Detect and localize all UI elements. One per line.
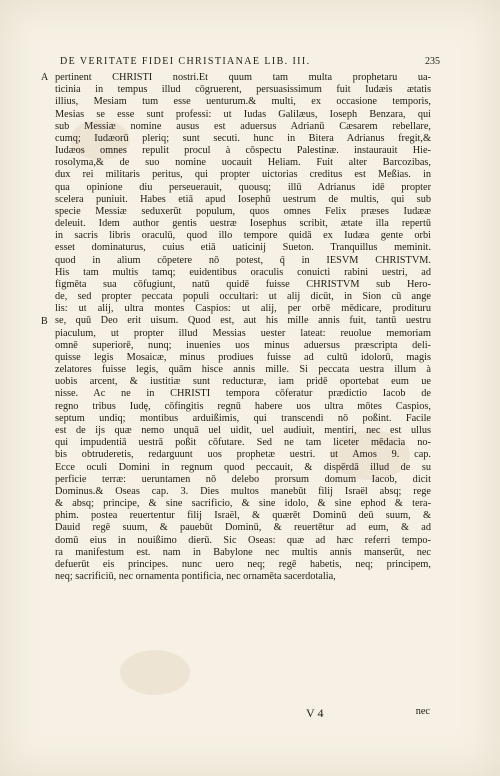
text-line: bis obtruderetis, redarguunt uos prophetæ uestri. ut Amos 9. cap.: [55, 449, 431, 461]
text-line: pertinent CHRISTI nostri.Et quum tam multa prophetaru ua-: [55, 72, 431, 83]
text-line: His tam multis tamq; euidentibus oraculis conuicti rabini uestri, ad: [55, 266, 431, 278]
text-line: in sacris libris oraculū, quod illo tempore quidā ex Iudæa gente orbi: [55, 230, 431, 242]
text-line: esset dominaturus, cuius etiā uaticinij Sueton. Tranquillus meminit.: [55, 242, 431, 254]
running-head-title: DE VERITATE FIDEI CHRISTIANAE LIB. III.: [60, 56, 311, 67]
text-line: regno tribus Iudę, cōfingitis regnū habere uos ultra mōtes Caspios,: [55, 400, 431, 412]
text-line: dux rei militaris peritus, qui propter uictorias creditus est Meßias. in: [55, 169, 431, 181]
text-line: omnē superiorē, nunq; inuenies uos minus aduersus præscripta deli-: [55, 339, 431, 351]
text-line: piaculum, ut propter illud Messias uester lateat: reuolue memoriam: [55, 327, 431, 339]
text-line: uobis arcent, & iustitiæ sunt reducturæ, iam pridē oportebat eum ue: [55, 376, 431, 388]
text-line: Ecce oculi Domini in regnum quod peccauit, & dispērdā illud de su: [55, 461, 431, 473]
page-footer: [290, 706, 430, 720]
text-line: phim. postea reuertentur filij Israël, & quærēt Dominū deū suum, &: [55, 510, 431, 522]
text-line: zelatores fuisse legis, quām hisce annis mille. Si peccata uestra illum à: [55, 364, 431, 376]
text-line: quisse legis Mosaicæ, minus prodiues fuisse ad cultū idolorū, magis: [55, 351, 431, 363]
text-line: rosolyma,& de suo nomine uocauit Heliam. Fuit alter Barcozibas,: [55, 157, 431, 169]
text-line: domū eius in nouißimo dierū. Sic Oseas: quæ ad hæc referri tempo-: [55, 534, 431, 546]
text-line: nisse. Ac ne in CHRISTI tempora cōferatur prædictio Iacob de: [55, 388, 431, 400]
text-line: qua opinione diu perseuerauit, quousq; illū Adrianus idē propter: [55, 181, 431, 193]
signature-mark: V 4: [306, 706, 324, 720]
text-line: de, sed propter peccata populi occultari: ut alij dicūt, in Sion cū ange: [55, 291, 431, 303]
text-line: septum undiq; montibus arduißimis, qui transcendi nō poßint. Facile: [55, 412, 431, 424]
text-line: defuerūt eis principes. nunc uero neq; regē habetis, neq; principem,: [55, 558, 431, 570]
text-line: deleuit. Idem author gentis uestræ Iosephus scribit, ætate illa repertū: [55, 218, 431, 230]
text-line: neq; sacrificiū, nec ornamenta pontificia, nec ornamēta sacerdotalia,: [55, 571, 336, 583]
running-head: [60, 56, 440, 70]
catchword: nec: [415, 706, 430, 717]
text-line: ra manifestum est. nam in Babylone nec multis annis manserūt, nec: [55, 546, 431, 558]
folio-number: 235: [425, 56, 440, 67]
paper-stain: [120, 650, 190, 695]
text-line: qui impudentiā uestrā poßit cōfutare. Sed ne tam liceter mēdacia no-: [55, 437, 431, 449]
text-line: illius, Mesiam tum esse uenturum.& multi, ex occasione temporis,: [55, 96, 431, 108]
text-line: cumq; Iudæorū pleriq; sunt secuti. hunc in Bitera Adrianus fregit,&: [55, 132, 431, 144]
text-line: est de ijs quæ nemo unquā uel uidit, uel audiuit, mentiri, nec est ullus: [55, 424, 431, 436]
text-line: figmēta sua cōfugiunt, natū quidē fuisse CHRISTVM sub Hero-: [55, 278, 431, 290]
text-line: se, quū Deo erit uisum. Quod est, aut his mille annis fuit, tantū uestru: [55, 315, 431, 327]
text-line: ticinia in tempus illud cōgruerent, persuasissimum fuit Iudæis ætatis: [55, 84, 431, 96]
text-line: perficie terræ: ueruntamen nō delebo prorsum domum Iacob, dicit: [55, 473, 431, 485]
text-line: Iudæos omnes repulit procul à cōspectu Palestinæ. instaurauit Hie-: [55, 145, 431, 157]
text-line: & absq; principe, & sine sacrificio, & sine idolo, & sine ephod & tera-: [55, 498, 431, 510]
text-line: Dominus.& Oseas cap. 3. Dies multos manebūt filij Israël absq; rege: [55, 485, 431, 497]
margin-letter-a: A: [41, 72, 49, 83]
text-line: sub Messiæ nomine ausus est aduersus Adrianū Cæsarem rebellare,: [55, 120, 431, 132]
text-line: scelera puniuit. Habes etiā apud Iosephū uestrum de multis, qui sub: [55, 193, 431, 205]
text-line: specie Messiæ seduxerūt populum, quos omnes Felix præses Iudææ: [55, 205, 431, 217]
text-line: Dauid regē suum, & pauebūt Dominū, & reuertētur ad eum, & ad: [55, 522, 431, 534]
text-line: Mesias se esse sunt professi: ut Iudas Galilæus, Ioseph Benzara, qui: [55, 108, 431, 120]
margin-letter-b: B: [41, 315, 48, 327]
body-text: [41, 72, 431, 583]
text-line: lis: ut alij, ultra montes Caspios: ut alij, per orbē mēdicare, prodituru: [55, 303, 431, 315]
text-line: quod in alium cōpetere nō potest, q̄ in IESVM CHRISTVM.: [55, 254, 431, 266]
